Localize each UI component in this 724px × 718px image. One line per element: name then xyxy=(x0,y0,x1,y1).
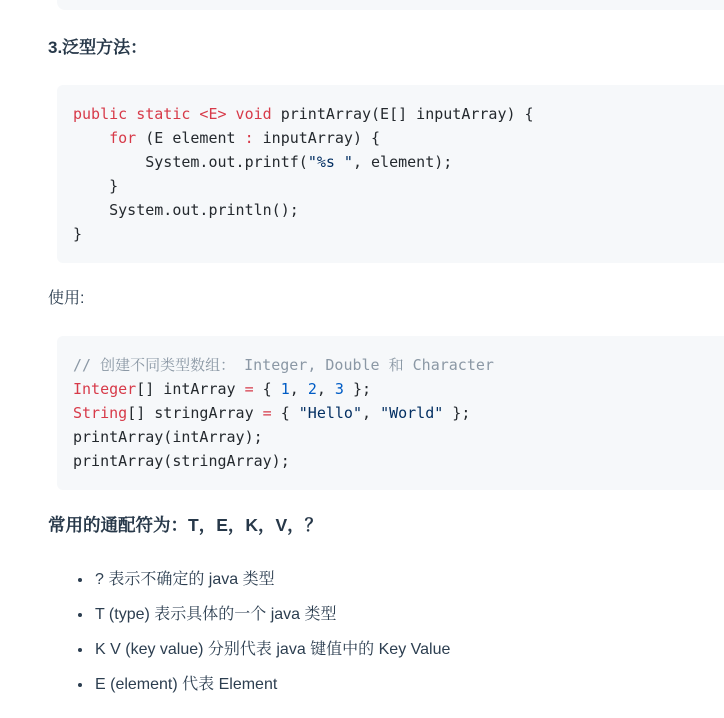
code-line: Integer[] intArray = { 1, 2, 3 }; xyxy=(73,380,372,398)
code-line: String[] stringArray = { "Hello", "World" }; xyxy=(73,404,471,422)
usage-label: 使用: xyxy=(48,290,85,307)
code-line: System.out.printf("%s ", element); xyxy=(73,153,453,171)
code-line: public static <E> void printArray(E[] inputArray) { xyxy=(73,105,534,123)
code-line: printArray(stringArray); xyxy=(73,452,290,470)
heading-wildcards: 常用的通配符为：T，E，K，V，？ xyxy=(48,515,323,535)
code-line: printArray(intArray); xyxy=(73,428,263,446)
code-line: } xyxy=(73,225,83,243)
code-line: } xyxy=(73,177,119,195)
list-item-element: • E (element) 代表 Element xyxy=(93,672,724,697)
list-item-question-mark: • ? 表示不确定的 java 类型 xyxy=(93,567,724,592)
list-item-type: • T (type) 表示具体的一个 java 类型 xyxy=(93,602,724,627)
code-block-generic-method xyxy=(57,85,724,263)
code-line: for (E element : inputArray) { xyxy=(109,129,381,147)
code-line: System.out.println(); xyxy=(73,201,299,219)
wildcard-list xyxy=(48,567,724,697)
code-line: // 创建不同类型数组： Integer, Double 和 Character xyxy=(73,356,494,374)
heading-generic-method: 3.泛型方法： xyxy=(48,38,148,57)
list-item-key-value: • K V (key value) 分别代表 java 键值中的 Key Value xyxy=(93,637,724,662)
code-block-usage-example xyxy=(57,336,724,490)
previous-code-block-edge xyxy=(57,0,724,10)
